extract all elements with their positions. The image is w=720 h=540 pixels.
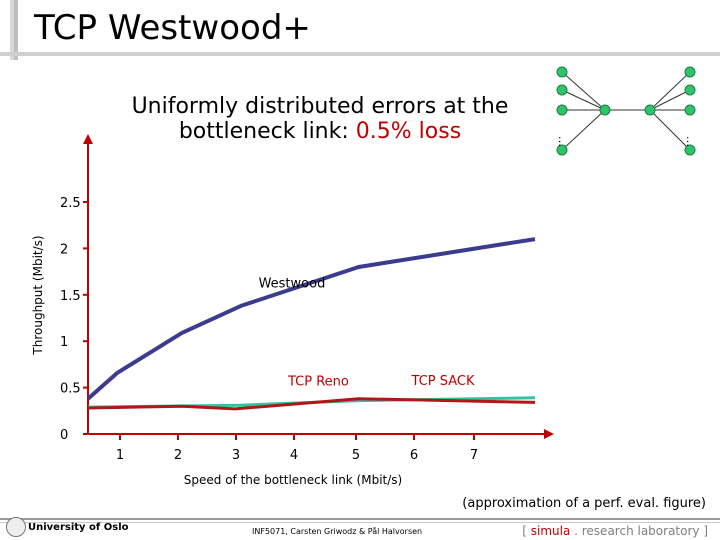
topology-node-icon [557, 85, 567, 95]
footer-organization: University of Oslo [28, 522, 129, 533]
subtitle-line2-prefix: bottleneck link: [178, 119, 356, 144]
slide-title: TCP Westwood+ [34, 8, 311, 48]
series-label-tcp-sack: TCP SACK [411, 373, 475, 389]
title-underline [0, 52, 720, 56]
topology-links [562, 72, 690, 150]
y-tick-label: 2.5 [60, 196, 81, 211]
chart-axes [31, 134, 554, 487]
series-label-tcp-reno: TCP Reno [287, 374, 349, 390]
footer-authors: INF5071, Carsten Griwodz & Pål Halvorsen [252, 527, 423, 536]
title-accent-bar-inner [14, 0, 18, 60]
network-topology-diagram [550, 60, 710, 160]
x-axis-label: Speed of the bottleneck link (Mbit/s) [183, 473, 403, 487]
topology-node-icon [685, 105, 695, 115]
topology-ellipsis-right: … [684, 136, 697, 147]
y-axis-label: Throughput (Mbit/s) [31, 235, 45, 355]
footer-lab [522, 524, 708, 538]
x-tick-label: 5 [351, 448, 361, 463]
x-tick-label: 4 [289, 448, 299, 463]
figure-footnote: (approximation of a perf. eval. figure) [462, 496, 706, 511]
topology-node-icon [685, 85, 695, 95]
y-tick-label: 1.5 [60, 288, 81, 304]
y-tick-label: 0.5 [60, 381, 81, 397]
y-tick-label: 0 [60, 428, 69, 443]
y-tick-label: 1 [60, 335, 69, 351]
topology-node-icon [557, 105, 567, 115]
subtitle-line1: Uniformly distributed errors at the [131, 94, 509, 119]
footer-divider [0, 518, 720, 520]
footer-lab-rest: . research laboratory ] [570, 524, 708, 538]
footer-lab-prefix: [ [522, 524, 531, 538]
topology-node-icon [685, 67, 695, 77]
university-seal-icon [6, 517, 26, 537]
topology-node-icon [645, 105, 655, 115]
topology-node-icon [557, 67, 567, 77]
series-label-westwood: Westwood [258, 276, 326, 292]
y-axis-arrow [83, 134, 93, 144]
y-tick-label: 2 [60, 242, 69, 258]
topology-ellipsis-left: … [556, 136, 569, 147]
x-tick-label: 7 [469, 448, 479, 463]
footer-lab-simula: simula [530, 524, 571, 538]
chart-labels [259, 276, 475, 389]
x-axis-arrow [544, 429, 554, 439]
topology-node-icon [600, 105, 610, 115]
subtitle-loss: 0.5% loss [355, 119, 462, 144]
x-tick-label: 2 [173, 448, 183, 463]
series-line-tcp-sack [88, 399, 535, 409]
throughput-chart [0, 130, 560, 490]
x-tick-label: 3 [231, 448, 241, 463]
x-tick-label: 6 [409, 448, 419, 463]
topology-nodes [557, 67, 695, 155]
x-tick-label: 1 [115, 448, 125, 463]
